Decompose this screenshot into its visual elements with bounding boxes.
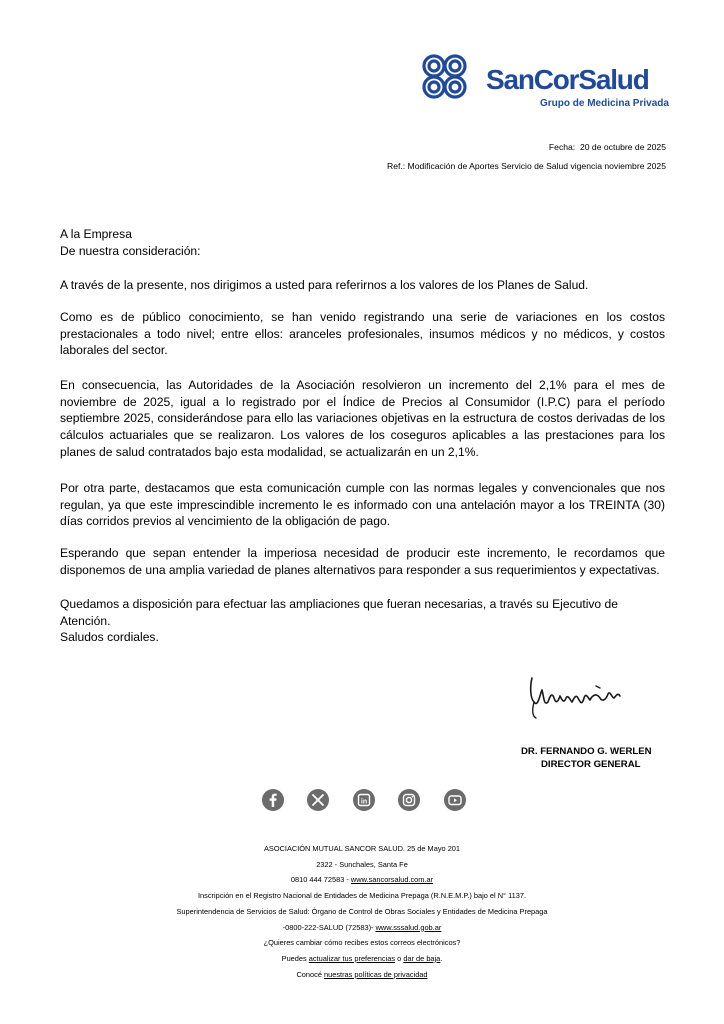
sancor-salud-logo (420, 52, 670, 114)
svg-text:in: in (360, 798, 368, 806)
paragraph-costs: Como es de público conocimiento, se han venido registrando una serie de variaciones en los costos prestacionales a todo nivel; entre ellos: aranceles profesionales, insumos médicos y no médicos, y costos laborales del sector. (60, 310, 665, 358)
social-links (262, 789, 466, 811)
footer-prefs-or: o (397, 953, 402, 963)
signatory-name: DR. FERNANDO G. WERLEN (521, 746, 652, 757)
footer-sss-link[interactable]: www.sssalud.gob.ar (375, 922, 442, 932)
footer-registry: Inscripción en el Registro Nacional de Entidades de Medicina Prepaga (R.N.E.M.P.) bajo el N° 1137. (197, 891, 527, 901)
footer-city: 2322 - Sunchales, Santa Fe (316, 859, 408, 869)
paragraph-legal-notice: Por otra parte, destacamos que esta comunicación cumple con las normas legales y convencionales que nos regulan, ya que este imprescindible incremento le es informado con una antelación mayor a los TREINTA (30) días corridos previos al vencimiento de la obligación de pago. (60, 481, 665, 529)
date-label: Fecha: (548, 142, 576, 152)
footer-prefs-prefix: Puedes (281, 953, 307, 963)
date-value: 20 de octubre de 2025 (579, 142, 666, 152)
footer-privacy-prefix: Conocé (296, 969, 322, 979)
footer-phone: 0810 444 72583 - (290, 875, 349, 885)
footer-privacy (0, 967, 724, 983)
facebook-icon[interactable] (262, 789, 284, 811)
footer-sss (0, 920, 724, 936)
footer-period: . (440, 953, 443, 963)
footer (0, 841, 724, 982)
footer-org: ASOCIACIÓN MUTUAL SANCOR SALUD. 25 de Mayo 201 (263, 844, 461, 853)
ref-value: Modificación de Aportes Servicio de Salud vigencia noviembre 2025 (407, 161, 666, 171)
footer-contact (0, 872, 724, 888)
paragraph-alternatives: Esperando que sepan entender la imperiosa necesidad de producir este incremento, le recordamos que disponemos de una amplia variedad de planes alternativos para responder a sus requerimientos y expectativas. (60, 546, 665, 577)
paragraph-intro: A través de la presente, nos dirigimos a usted para referirnos a los valores de los Planes de Salud. (60, 278, 589, 292)
brand-tagline: Grupo de Medicina Privada (540, 98, 669, 109)
unsubscribe-link[interactable]: dar de baja (403, 953, 441, 963)
footer-preferences (0, 951, 724, 967)
x-icon[interactable] (307, 789, 329, 811)
update-preferences-link[interactable]: actualizar tus preferencias (308, 953, 396, 963)
brand-name: SanCorSalud (486, 64, 649, 95)
instagram-icon[interactable] (398, 789, 420, 811)
privacy-policy-link[interactable]: nuestras políticas de privacidad (324, 969, 428, 979)
handwritten-signature (526, 672, 626, 722)
linkedin-icon[interactable] (353, 789, 375, 811)
recipient: A la Empresa (60, 227, 132, 241)
letter-greeting (60, 226, 665, 259)
letter-date (549, 142, 666, 152)
ref-label: Ref.: (387, 161, 406, 171)
signatory-title: DIRECTOR GENERAL (541, 759, 641, 770)
footer-email-question: ¿Quieres cambiar cómo recibes estos correos electrónicos? (263, 938, 461, 948)
youtube-icon[interactable] (444, 789, 466, 811)
paragraph-increment: En consecuencia, las Autoridades de la Asociación resolvieron un incremento del 2,1% para el mes de noviembre de 2025, igual a lo registrado por el Índice de Precios al Consumidor (I.P.C) para el período septiembre 2025, considerándose para ello las variaciones objetivas en la estructura de costos derivadas de los cálculos actuariales que se realizaron. Los valores de los coseguros aplicables a las prestaciones para los planes de salud contratados bajo esta modalidad, se actualizarán en un 2,1%. (60, 378, 665, 459)
salutation: De nuestra consideración: (60, 243, 201, 258)
closing: Saludos cordiales. (60, 630, 159, 644)
footer-website-link[interactable]: www.sancorsalud.com.ar (350, 875, 434, 885)
footer-sss-phone: -0800-222-SALUD (72583)- (282, 922, 374, 932)
letter-reference (387, 161, 666, 171)
sancor-logo-mark-icon (420, 52, 482, 114)
footer-superintendence: Superintendencia de Servicios de Salud: Órgano de Control de Obras Sociales y Entidades de Medicina Prepaga (176, 906, 548, 916)
paragraph-availability: Quedamos a disposición para efectuar las ampliaciones que fueran necesarias, a través su Ejecutivo de Atención. (60, 597, 618, 628)
